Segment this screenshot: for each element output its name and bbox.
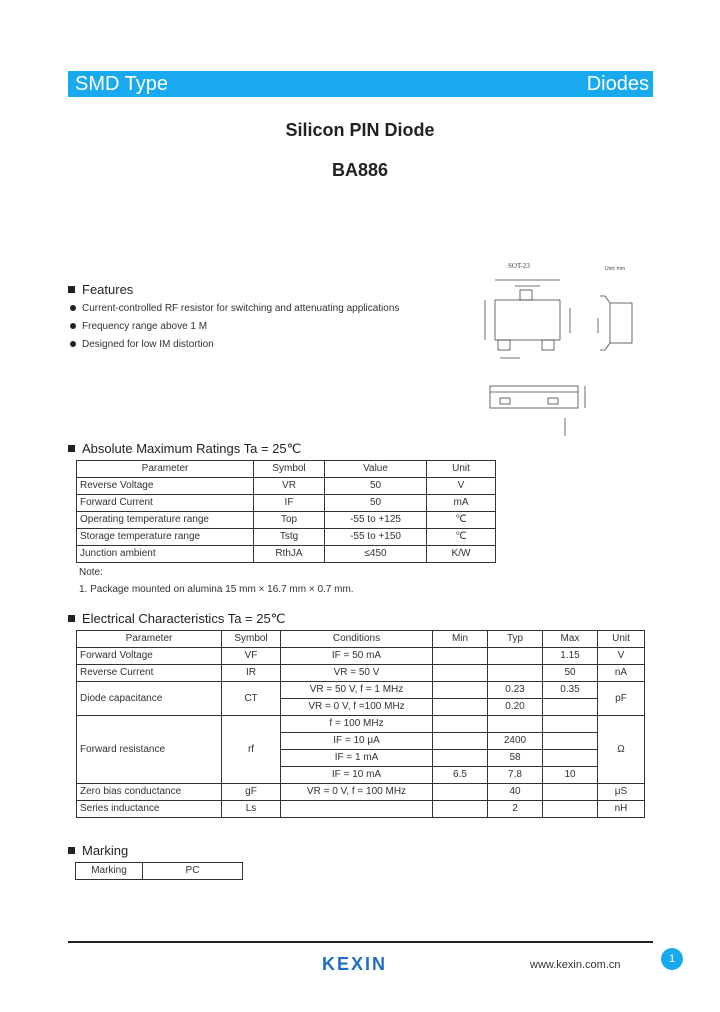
cell: Junction ambient [77,546,254,563]
cell: Ls [222,801,281,818]
cell: V [598,648,645,665]
feature-text: Frequency range above 1 M [82,321,208,332]
cell: RthJA [254,546,325,563]
cell: 2400 [488,733,543,750]
marking-table [75,862,243,880]
header-cell: Value [325,461,427,478]
cell: 1.15 [543,648,598,665]
cell: Diode capacitance [77,682,222,716]
cell: 50 [325,478,427,495]
table-row [77,665,645,682]
cell: VR = 50 V [281,665,433,682]
cell: V [427,478,496,495]
cell: ℃ [427,529,496,546]
cell: Zero bias conductance [77,784,222,801]
square-bullet-icon [68,286,75,293]
cell: gF [222,784,281,801]
cell: nH [598,801,645,818]
package-name: SOT-23 [508,262,530,270]
cell: Operating temperature range [77,512,254,529]
marking-heading-text: Marking [82,843,129,858]
cell: IF = 10 mA [281,767,433,784]
cell: mA [427,495,496,512]
cell [433,699,488,716]
cell: 40 [488,784,543,801]
part-number: BA886 [331,160,389,180]
cell: rf [222,716,281,784]
table-row [77,801,645,818]
table-row [77,648,645,665]
bullet-icon [70,305,76,311]
cell: Tstg [254,529,325,546]
elec-heading [68,611,285,627]
cell: Reverse Voltage [77,478,254,495]
cell: IF = 10 μA [281,733,433,750]
cell: ≤450 [325,546,427,563]
note-text: 1. Package mounted on alumina 15 mm × 16.7 mm × 0.7 mm. [79,584,354,595]
cell [433,750,488,767]
header-cell: Parameter [77,461,254,478]
cell [543,784,598,801]
cell: IF = 1 mA [281,750,433,767]
table-row [77,478,496,495]
header-category: Diodes [586,73,649,95]
cell: VR = 50 V, f = 1 MHz [281,682,433,699]
cell: -55 to +125 [325,512,427,529]
cell: CT [222,682,281,716]
feature-text: Current-controlled RF resistor for switching and attenuating applications [82,303,400,314]
cell: K/W [427,546,496,563]
cell [433,784,488,801]
cell: VR = 0 V, f =100 MHz [281,699,433,716]
marking-heading [68,843,128,858]
cell: IF = 50 mA [281,648,433,665]
cell [543,801,598,818]
cell: 0.23 [488,682,543,699]
cell: Forward Current [77,495,254,512]
elec-table [76,630,645,818]
cell: f = 100 MHz [281,716,433,733]
cell: Forward resistance [77,716,222,784]
cell [488,716,543,733]
cell: Reverse Current [77,665,222,682]
cell: 58 [488,750,543,767]
table-row [77,546,496,563]
cell: nA [598,665,645,682]
bullet-icon [70,323,76,329]
cell: VF [222,648,281,665]
cell: PC [143,863,243,880]
cell: Forward Voltage [77,648,222,665]
cell: 0.20 [488,699,543,716]
cell [543,750,598,767]
table-row [77,512,496,529]
table-row [77,495,496,512]
cell: 50 [543,665,598,682]
features-heading-text: Features [82,282,134,297]
footer-divider [68,941,653,943]
cell [543,733,598,750]
cell [433,682,488,699]
package-outline-drawing [470,258,650,438]
cell: 10 [543,767,598,784]
cell [543,699,598,716]
header-cell: Symbol [254,461,325,478]
header-cell: Unit [427,461,496,478]
cell: ℃ [427,512,496,529]
cell: Marking [76,863,143,880]
cell: 2 [488,801,543,818]
table-row [77,682,645,699]
abs-max-heading [68,441,301,457]
header-cell: Symbol [222,631,281,648]
cell: pF [598,682,645,716]
abs-max-table [76,460,496,563]
header-cell: Parameter [77,631,222,648]
footer-url[interactable]: www.kexin.com.cn [530,959,621,971]
cell [488,648,543,665]
square-bullet-icon [68,445,75,452]
page-number-badge: 1 [661,948,683,970]
cell: Series inductance [77,801,222,818]
cell: -55 to +150 [325,529,427,546]
cell [433,665,488,682]
cell: VR = 0 V, f = 100 MHz [281,784,433,801]
header-cell: Unit [598,631,645,648]
cell: IR [222,665,281,682]
cell [433,801,488,818]
feature-item [70,321,207,332]
header-cell: Max [543,631,598,648]
features-heading [68,282,133,297]
cell [433,648,488,665]
cell [543,716,598,733]
feature-text: Designed for low IM distortion [82,339,214,350]
header-type: SMD Type [75,73,168,95]
bullet-icon [70,341,76,347]
feature-item [70,339,214,350]
cell [488,665,543,682]
table-row [77,716,645,733]
cell: VR [254,478,325,495]
header-banner [68,71,653,97]
package-unit: Unit: mm [605,266,625,272]
header-cell: Conditions [281,631,433,648]
cell: Top [254,512,325,529]
feature-item [70,303,399,314]
cell [281,801,433,818]
header-cell: Min [433,631,488,648]
kexin-logo: KEXIN [322,954,388,974]
cell: 6.5 [433,767,488,784]
cell [433,716,488,733]
cell: 0.35 [543,682,598,699]
cell: Ω [598,716,645,784]
note-label: Note: [79,567,103,578]
cell [433,733,488,750]
table-row [77,529,496,546]
table-header-row [77,461,496,478]
square-bullet-icon [68,615,75,622]
cell: IF [254,495,325,512]
header-cell: Typ [488,631,543,648]
cell: 7.8 [488,767,543,784]
table-row [77,784,645,801]
cell: 50 [325,495,427,512]
cell: μS [598,784,645,801]
abs-max-heading-text: Absolute Maximum Ratings Ta = 25℃ [82,441,302,456]
elec-heading-text: Electrical Characteristics Ta = 25℃ [82,611,286,626]
table-row [76,863,243,880]
cell: Storage temperature range [77,529,254,546]
square-bullet-icon [68,847,75,854]
table-header-row [77,631,645,648]
document-title: Silicon PIN Diode [285,120,435,140]
